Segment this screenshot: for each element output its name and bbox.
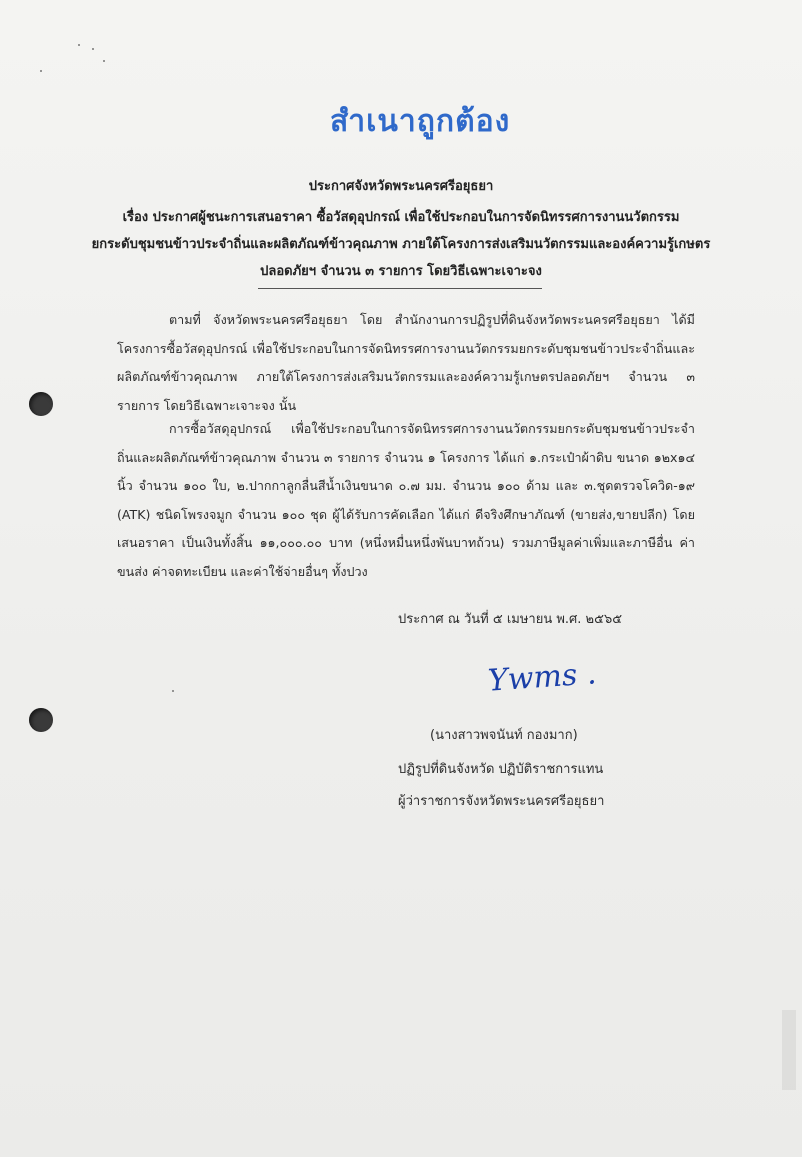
scan-shadow xyxy=(782,1010,796,1090)
signer-title-1: ปฏิรูปที่ดินจังหวัด ปฏิบัติราชการแทน xyxy=(398,762,604,777)
announcement-heading: ประกาศจังหวัดพระนครศรีอยุธยา xyxy=(308,179,494,194)
punch-hole-top xyxy=(29,392,53,416)
heading-divider xyxy=(258,288,542,289)
certified-copy-stamp: สำเนาถูกต้อง xyxy=(330,104,511,139)
body-paragraph-2 xyxy=(117,415,695,587)
announcement-date: ประกาศ ณ วันที่ ๕ เมษายน พ.ศ. ๒๕๖๕ xyxy=(398,612,623,627)
signer-title-2: ผู้ว่าราชการจังหวัดพระนครศรีอยุธยา xyxy=(398,794,605,809)
handwritten-signature: Ywms . xyxy=(486,656,598,699)
paper-speck xyxy=(40,70,42,72)
paragraph-1-text: ตามที่ จังหวัดพระนครศรีอยุธยา โดย สำนักงานการปฏิรูปที่ดินจังหวัดพระนครศรีอยุธยา ได้มีโครงการซื้อวัสดุอุปกรณ์ เพื่อใช้ประกอบในการจัดนิทรรศการงานนวัตกรรมยกระดับชุมชนข้าวประจำถิ่นและผลิตภัณฑ์ข้าวคุณภาพ ภายใต้โครงการส่งเสริมนวัตกรรมและองค์ความรู้เกษตรปลอดภัยฯ จำนวน ๓ รายการ โดยวิธีเฉพาะเจาะจง นั้น xyxy=(117,312,695,413)
subject-line-1: เรื่อง ประกาศผู้ชนะการเสนอราคา ซื้อวัสดุอุปกรณ์ เพื่อใช้ประกอบในการจัดนิทรรศการงานนวัตกรรม xyxy=(122,210,680,225)
paper-speck xyxy=(103,60,105,62)
paper-speck xyxy=(78,44,80,46)
subject-line-2: ยกระดับชุมชนข้าวประจำถิ่นและผลิตภัณฑ์ข้าวคุณภาพ ภายใต้โครงการส่งเสริมนวัตกรรมและองค์ความรู้เกษตร xyxy=(91,237,711,252)
paragraph-2-text: การซื้อวัสดุอุปกรณ์ เพื่อใช้ประกอบในการจัดนิทรรศการงานนวัตกรรมยกระดับชุมชนข้าวประจำถิ่นและผลิตภัณฑ์ข้าวคุณภาพ จำนวน ๓ รายการ จำนวน ๑ โครงการ ได้แก่ ๑.กระเป๋าผ้าดิบ ขนาด ๑๒x๑๔ นิ้ว จำนวน ๑๐๐ ใบ, ๒.ปากกาลูกลื่นสีน้ำเงินขนาด ๐.๗ มม. จำนวน ๑๐๐ ด้าม และ ๓.ชุดตรวจโควิด-๑๙ (ATK) ชนิดโพรงจมูก จำนวน ๑๐๐ ชุด ผู้ได้รับการคัดเลือก ได้แก่ ดีจริงศึกษาภัณฑ์ (ขายส่ง,ขายปลีก) โดยเสนอราคา เป็นเงินทั้งสิ้น ๑๑,๐๐๐.๐๐ บาท (หนึ่งหมื่นหนึ่งพันบาทถ้วน) รวมภาษีมูลค่าเพิ่มและภาษีอื่น ค่าขนส่ง ค่าจดทะเบียน และค่าใช้จ่ายอื่นๆ ทั้งปวง xyxy=(117,421,695,579)
body-paragraph-1 xyxy=(117,306,695,420)
signer-name: (นางสาวพจนันท์ กองมาก) xyxy=(430,728,578,743)
paper-speck xyxy=(92,48,94,50)
punch-hole-bottom xyxy=(29,708,53,732)
paper-speck xyxy=(172,690,174,692)
subject-line-3: ปลอดภัยฯ จำนวน ๓ รายการ โดยวิธีเฉพาะเจาะจง xyxy=(260,264,542,279)
